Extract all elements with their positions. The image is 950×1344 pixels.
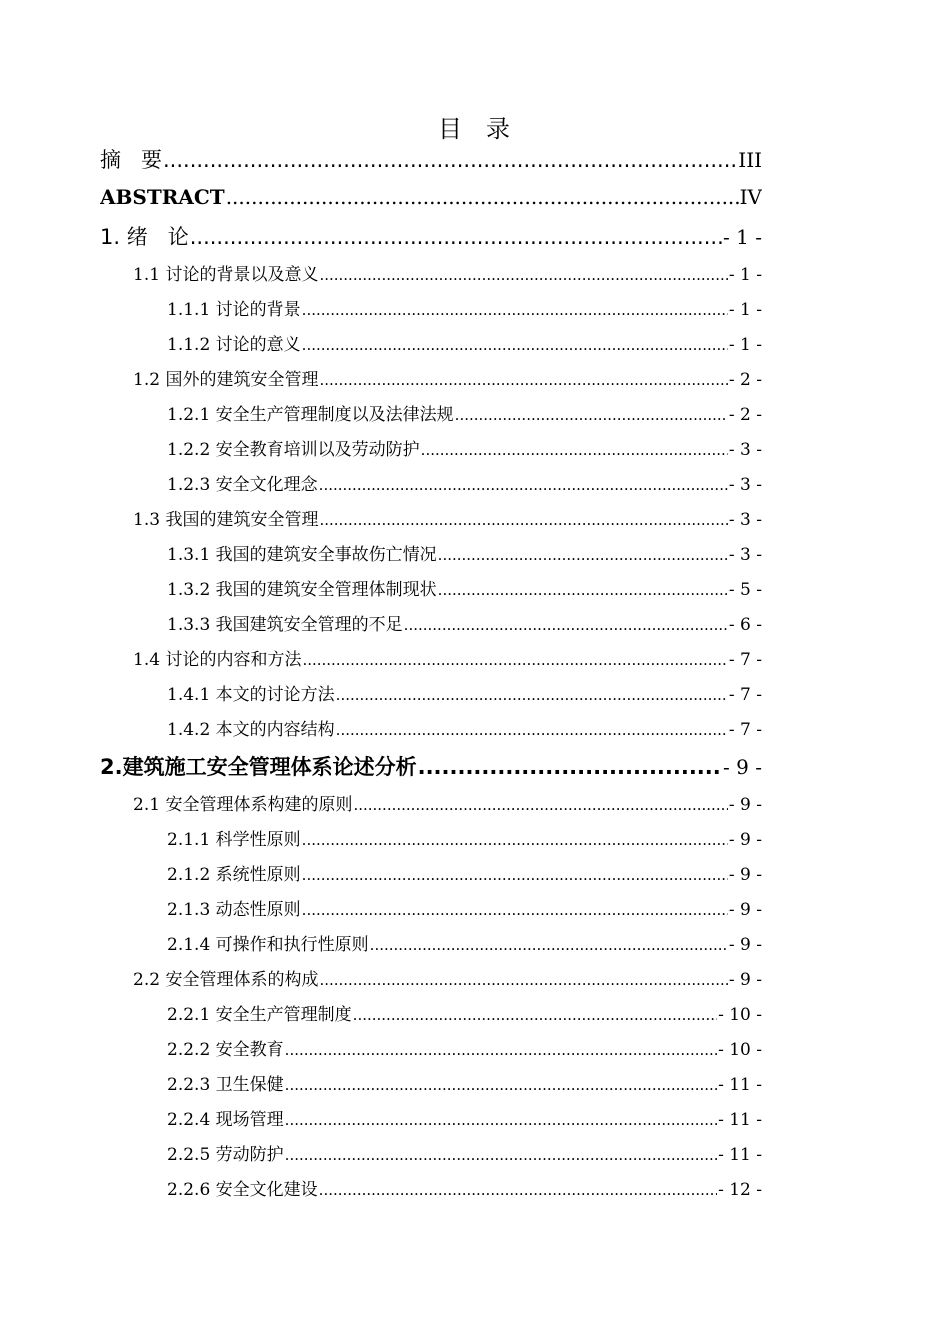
toc-entry-page: - 10 - [718, 1005, 762, 1025]
toc-entry[interactable] [167, 680, 762, 710]
dot-leader [285, 1140, 717, 1170]
dot-leader [319, 505, 727, 535]
toc-entry-page: - 3 - [728, 475, 762, 495]
toc-entry-label: 1.2.3 安全文化理念 [167, 475, 318, 495]
toc-entry-page: - 3 - [728, 545, 762, 565]
toc-entry[interactable] [167, 575, 762, 605]
dot-leader [319, 965, 727, 995]
toc-entry[interactable] [167, 1140, 762, 1170]
toc-entry-page: - 7 - [728, 720, 762, 740]
dot-leader [353, 790, 727, 820]
dot-leader [285, 1105, 717, 1135]
toc-entry-label: 2.2 安全管理体系的构成 [133, 970, 319, 990]
toc-entry[interactable] [167, 860, 762, 890]
toc-entry-label: 1.4.1 本文的讨论方法 [167, 685, 335, 705]
toc-entry-page: - 1 - [723, 225, 762, 249]
toc-entry-label: 2.2.3 卫生保健 [167, 1075, 284, 1095]
toc-entry-label: 2.1.3 动态性原则 [167, 900, 301, 920]
toc-entry[interactable] [133, 965, 762, 995]
toc-entry-page: - 9 - [723, 755, 762, 779]
toc-entry-label: 2.2.5 劳动防护 [167, 1145, 284, 1165]
toc-entry[interactable] [133, 790, 762, 820]
dot-leader [302, 645, 727, 675]
toc-entry-page: - 6 - [728, 615, 762, 635]
toc-entry-label: 1.4.2 本文的内容结构 [167, 720, 335, 740]
toc-entry-label: 2.建筑施工安全管理体系论述分析 [100, 755, 417, 779]
toc-entry[interactable] [167, 895, 762, 925]
toc-entry-label: 摘 要 [100, 148, 162, 172]
toc-entry-label: 2.1 安全管理体系构建的原则 [133, 795, 353, 815]
dot-leader [302, 295, 728, 325]
toc-entry-label: 1.4 讨论的内容和方法 [133, 650, 302, 670]
toc-entry-page: IV [739, 185, 762, 209]
toc-entry-page: - 9 - [728, 795, 762, 815]
toc-entry[interactable] [167, 470, 762, 500]
toc-entry[interactable] [167, 825, 762, 855]
toc-entry[interactable] [100, 179, 762, 215]
toc-entry-label: 1.3.1 我国的建筑安全事故伤亡情况 [167, 545, 437, 565]
toc-entry-page: - 9 - [728, 830, 762, 850]
dot-leader [353, 1000, 717, 1030]
toc-entry[interactable] [167, 1035, 762, 1065]
toc-entry[interactable] [167, 400, 762, 430]
toc-entry-page: - 2 - [728, 370, 762, 390]
toc-entry[interactable] [133, 365, 762, 395]
dot-leader [418, 749, 722, 785]
toc-entry-label: 1.1.1 讨论的背景 [167, 300, 301, 320]
toc-entry-label: 1.3.3 我国建筑安全管理的不足 [167, 615, 403, 635]
toc-entry[interactable] [167, 1175, 762, 1205]
toc-entry-label: 1.3 我国的建筑安全管理 [133, 510, 319, 530]
dot-leader [302, 895, 728, 925]
toc-entry-label: 1.3.2 我国的建筑安全管理体制现状 [167, 580, 437, 600]
toc-entry-label: 1.2 国外的建筑安全管理 [133, 370, 319, 390]
toc-entry-label: ABSTRACT [100, 185, 225, 209]
toc-entry-page: - 5 - [728, 580, 762, 600]
toc-entry-label: 2.2.4 现场管理 [167, 1110, 284, 1130]
toc-entry-page: - 1 - [728, 335, 762, 355]
toc-entry[interactable] [167, 930, 762, 960]
toc-title-char-1: 目 [438, 115, 464, 143]
toc-entry-label: 1.2.1 安全生产管理制度以及法律法规 [167, 405, 454, 425]
toc-entry[interactable] [167, 540, 762, 570]
toc-entry-page: - 11 - [718, 1145, 762, 1165]
dot-leader [319, 1175, 717, 1205]
toc-entry-page: - 9 - [728, 900, 762, 920]
toc-entry-page: - 2 - [728, 405, 762, 425]
dot-leader [319, 470, 728, 500]
toc-entry-page: - 3 - [728, 440, 762, 460]
dot-leader [226, 179, 739, 215]
dot-leader [319, 365, 727, 395]
dot-leader [190, 219, 722, 255]
toc-entry-page: - 1 - [728, 265, 762, 285]
toc-entry-page: - 11 - [718, 1075, 762, 1095]
toc-entry[interactable] [100, 142, 762, 178]
toc-entry-label: 2.1.4 可操作和执行性原则 [167, 935, 369, 955]
dot-leader [319, 260, 727, 290]
toc-title-char-2: 录 [486, 115, 512, 143]
dot-leader [421, 435, 728, 465]
toc-entry-label: 1.1 讨论的背景以及意义 [133, 265, 319, 285]
toc-entry[interactable] [167, 715, 762, 745]
toc-entry[interactable] [167, 435, 762, 465]
dot-leader [336, 680, 728, 710]
toc-entry[interactable] [167, 1070, 762, 1100]
toc-entry[interactable] [133, 645, 762, 675]
toc-entry[interactable] [133, 260, 762, 290]
dot-leader [370, 930, 728, 960]
toc-entry-label: 2.1.2 系统性原则 [167, 865, 301, 885]
toc-entry[interactable] [167, 295, 762, 325]
toc-entry-page: - 9 - [728, 865, 762, 885]
toc-entry[interactable] [167, 330, 762, 360]
dot-leader [285, 1070, 717, 1100]
dot-leader [302, 825, 728, 855]
toc-entry-page: - 3 - [728, 510, 762, 530]
dot-leader [163, 142, 737, 178]
dot-leader [302, 860, 728, 890]
toc-entry-page: - 7 - [728, 685, 762, 705]
toc-entry-label: 2.2.2 安全教育 [167, 1040, 284, 1060]
toc-entry[interactable] [167, 610, 762, 640]
dot-leader [455, 400, 728, 430]
dot-leader [438, 575, 728, 605]
toc-entry-page: III [738, 148, 762, 172]
dot-leader [302, 330, 728, 360]
toc-entry-page: - 11 - [718, 1110, 762, 1130]
toc-entry-page: - 12 - [718, 1180, 762, 1200]
toc-entry-page: - 9 - [728, 970, 762, 990]
dot-leader [404, 610, 728, 640]
toc-title [0, 112, 950, 146]
toc-entry-label: 1.1.2 讨论的意义 [167, 335, 301, 355]
toc-entry-label: 2.2.6 安全文化建设 [167, 1180, 318, 1200]
toc-entry-page: - 9 - [728, 935, 762, 955]
toc-entry-page: - 7 - [728, 650, 762, 670]
toc-entry[interactable] [100, 219, 762, 255]
toc-entry[interactable] [167, 1000, 762, 1030]
toc-entry[interactable] [100, 749, 762, 785]
toc-entry-page: - 10 - [718, 1040, 762, 1060]
dot-leader [336, 715, 728, 745]
dot-leader [285, 1035, 717, 1065]
toc-entry-label: 1.2.2 安全教育培训以及劳动防护 [167, 440, 420, 460]
toc-entry-page: - 1 - [728, 300, 762, 320]
toc-entry-label: 1. 绪 论 [100, 225, 189, 249]
toc-entry[interactable] [133, 505, 762, 535]
toc-entry[interactable] [167, 1105, 762, 1135]
toc-entry-label: 2.1.1 科学性原则 [167, 830, 301, 850]
dot-leader [438, 540, 728, 570]
toc-entry-label: 2.2.1 安全生产管理制度 [167, 1005, 352, 1025]
